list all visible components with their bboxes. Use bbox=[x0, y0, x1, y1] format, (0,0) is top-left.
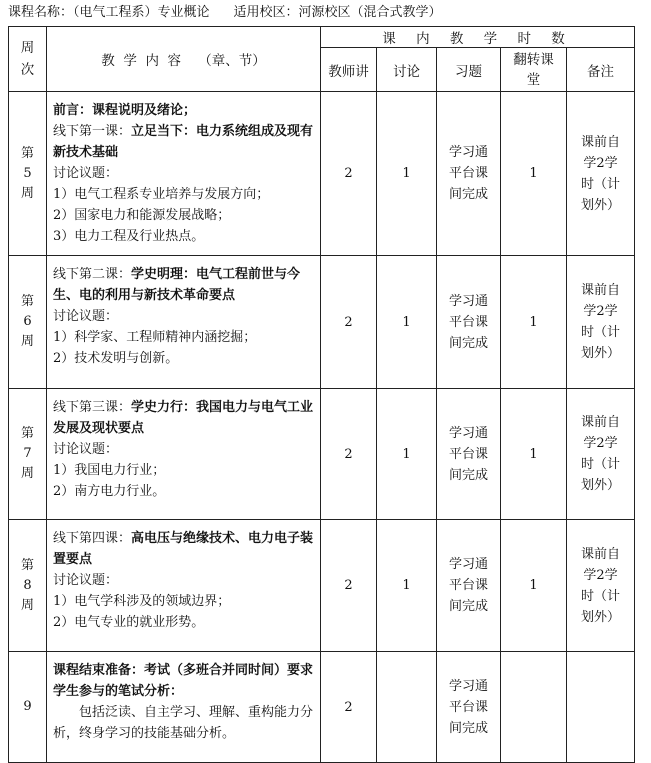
discussion-hours-cell: 1 bbox=[377, 389, 437, 520]
content-text: 3）电力工程及行业热点。 bbox=[53, 229, 205, 244]
content-line bbox=[53, 306, 314, 327]
week-cell: 第 8 周 bbox=[9, 520, 47, 652]
content-text: 讨论议题： bbox=[53, 166, 119, 181]
content-line bbox=[53, 397, 314, 439]
discussion-hours-cell: 1 bbox=[377, 520, 437, 652]
flipped-column-header: 翻转课堂 bbox=[501, 48, 567, 92]
schedule-row bbox=[9, 389, 635, 520]
lesson-prefix: 线下第一课： bbox=[53, 124, 132, 139]
lesson-prefix: 线下第三课： bbox=[53, 400, 132, 415]
content-line bbox=[53, 528, 314, 570]
content-line bbox=[53, 439, 314, 460]
content-text: 2）技术发明与创新。 bbox=[53, 351, 179, 366]
week-column-header bbox=[9, 27, 47, 92]
content-column-header: 教 学 内 容 （章、节） bbox=[47, 27, 321, 92]
remark-cell bbox=[567, 652, 635, 763]
content-text: 1）科学家、工程师精神内涵挖掘； bbox=[53, 330, 257, 345]
content-cell bbox=[47, 389, 321, 520]
remark-cell: 课前自学2学时（计划外） bbox=[567, 92, 635, 256]
remark-column-header: 备注 bbox=[567, 48, 635, 92]
flipped-hours-cell: 1 bbox=[501, 92, 567, 256]
flipped-hours-cell: 1 bbox=[501, 256, 567, 389]
exercise-cell: 学习通平台课间完成 bbox=[437, 92, 501, 256]
content-text: 1）电气工程系专业培养与发展方向； bbox=[53, 187, 270, 202]
discussion-hours-cell: 1 bbox=[377, 256, 437, 389]
exercise-cell: 学习通平台课间完成 bbox=[437, 389, 501, 520]
discussion-hours-cell: 1 bbox=[377, 92, 437, 256]
content-line bbox=[53, 481, 314, 502]
content-line bbox=[53, 327, 314, 348]
remark-cell: 课前自学2学时（计划外） bbox=[567, 520, 635, 652]
content-cell bbox=[47, 92, 321, 256]
content-line bbox=[53, 348, 314, 369]
content-line bbox=[53, 163, 314, 184]
content-text: 1）我国电力行业； bbox=[53, 463, 166, 478]
content-line bbox=[53, 460, 314, 481]
lesson-title: 课程结束准备：考试（多班合并同时间）要求学生参与的笔试分析： bbox=[53, 663, 314, 699]
remark-cell: 课前自学2学时（计划外） bbox=[567, 256, 635, 389]
lecture-column-header: 教师讲 bbox=[321, 48, 377, 92]
schedule-row bbox=[9, 256, 635, 389]
content-line bbox=[53, 612, 314, 633]
content-cell bbox=[47, 520, 321, 652]
discussion-hours-cell bbox=[377, 652, 437, 763]
discussion-column-header: 讨论 bbox=[377, 48, 437, 92]
week-cell: 第 6 周 bbox=[9, 256, 47, 389]
hours-group-header: 课 内 教 学 时 数 bbox=[321, 27, 635, 48]
content-line bbox=[53, 121, 314, 163]
lecture-hours-cell: 2 bbox=[321, 389, 377, 520]
course-name-label: 课程名称： bbox=[8, 5, 74, 20]
campus-value: 河源校区（混合式教学） bbox=[298, 5, 442, 20]
lesson-title: 学史力行：我国电力与电气工业发展及现状要点 bbox=[53, 400, 314, 436]
campus-label: 适用校区： bbox=[233, 5, 299, 20]
content-text: 2）国家电力和能源发展战略； bbox=[53, 208, 231, 223]
exercise-column-header: 习题 bbox=[437, 48, 501, 92]
exercise-cell: 学习通平台课间完成 bbox=[437, 256, 501, 389]
schedule-row bbox=[9, 520, 635, 652]
lesson-title: 高电压与绝缘技术、电力电子装置要点 bbox=[53, 531, 314, 567]
content-line bbox=[53, 205, 314, 226]
lesson-title: 前言：课程说明及绪论； bbox=[53, 103, 197, 118]
content-text: 讨论议题： bbox=[53, 442, 119, 457]
lecture-hours-cell: 2 bbox=[321, 92, 377, 256]
content-text: 2）电气专业的就业形势。 bbox=[53, 615, 205, 630]
content-cell bbox=[47, 256, 321, 389]
lesson-title: 立足当下：电力系统组成及现有新技术基础 bbox=[53, 124, 314, 160]
flipped-hours-cell bbox=[501, 652, 567, 763]
schedule-row bbox=[9, 652, 635, 763]
lesson-prefix: 线下第二课： bbox=[53, 267, 132, 282]
content-line bbox=[53, 184, 314, 205]
remark-cell: 课前自学2学时（计划外） bbox=[567, 389, 635, 520]
exercise-cell: 学习通平台课间完成 bbox=[437, 520, 501, 652]
content-cell bbox=[47, 652, 321, 763]
lecture-hours-cell: 2 bbox=[321, 256, 377, 389]
flipped-hours-cell: 1 bbox=[501, 389, 567, 520]
lecture-hours-cell: 2 bbox=[321, 652, 377, 763]
content-text: 2）南方电力行业。 bbox=[53, 484, 166, 499]
lesson-title: 学史明理：电气工程前世与今生、电的利用与新技术革命要点 bbox=[53, 267, 301, 303]
week-cell: 第 7 周 bbox=[9, 389, 47, 520]
schedule-table bbox=[8, 26, 635, 763]
course-name-value: （电气工程系）专业概论 bbox=[73, 5, 210, 20]
content-text: 讨论议题： bbox=[53, 573, 119, 588]
schedule-row bbox=[9, 92, 635, 256]
content-line bbox=[53, 264, 314, 306]
week-cell: 第 5 周 bbox=[9, 92, 47, 256]
content-line bbox=[53, 591, 314, 612]
lesson-prefix: 线下第四课： bbox=[53, 531, 132, 546]
content-line bbox=[53, 570, 314, 591]
week-cell: 9 bbox=[9, 652, 47, 763]
content-line bbox=[53, 660, 314, 702]
exercise-cell: 学习通平台课间完成 bbox=[437, 652, 501, 763]
content-line bbox=[53, 702, 314, 744]
content-text: 包括泛读、自主学习、理解、重构能力分析，终身学习的技能基础分析。 bbox=[53, 705, 314, 741]
flipped-hours-cell: 1 bbox=[501, 520, 567, 652]
content-text: 1）电气学科涉及的领域边界； bbox=[53, 594, 231, 609]
week-header-text: 周次 bbox=[20, 40, 35, 78]
content-text: 讨论议题： bbox=[53, 309, 119, 324]
content-line bbox=[53, 100, 314, 121]
lecture-hours-cell: 2 bbox=[321, 520, 377, 652]
document-header bbox=[8, 4, 442, 22]
content-line bbox=[53, 226, 314, 247]
